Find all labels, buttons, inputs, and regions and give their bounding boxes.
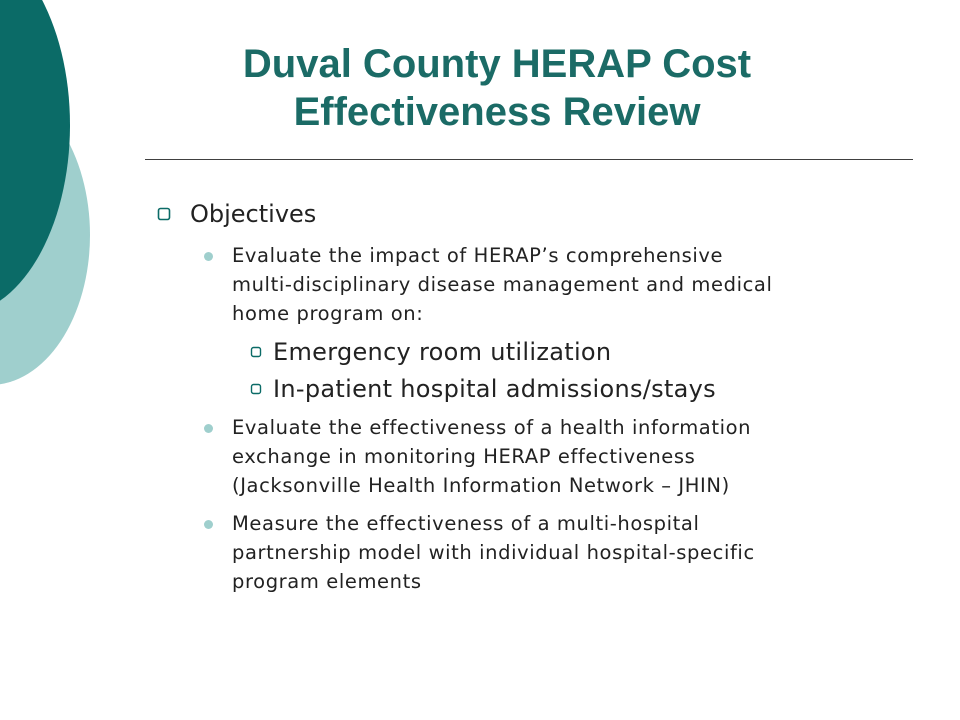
bullet-item-2-line-2: exchange in monitoring HERAP effectiveness bbox=[232, 445, 696, 468]
bullet-item-1-line-3: home program on: bbox=[232, 302, 424, 325]
slide-title-line-2: Effectiveness Review bbox=[293, 90, 701, 134]
filled-circle-icon bbox=[204, 424, 213, 433]
open-square-icon bbox=[250, 346, 262, 358]
filled-circle-icon bbox=[204, 252, 213, 261]
objectives-heading: Objectives bbox=[190, 200, 317, 228]
filled-circle-icon bbox=[204, 520, 213, 529]
slide-title-line-1: Duval County HERAP Cost bbox=[242, 42, 752, 86]
bullet-item-3-line-2: partnership model with individual hospital-specific bbox=[232, 541, 755, 564]
bullet-item-2 bbox=[232, 413, 912, 500]
bullet-item-1-line-1: Evaluate the impact of HERAP’s comprehensive bbox=[232, 244, 724, 267]
bullet-item-3-line-1: Measure the effectiveness of a multi-hospital bbox=[232, 512, 700, 535]
bullet-item-2-line-3: (Jacksonville Health Information Network – JHIN) bbox=[232, 474, 730, 497]
sub-item-inpatient-admissions: In-patient hospital admissions/stays bbox=[273, 375, 716, 403]
open-square-icon bbox=[157, 207, 171, 221]
bullet-item-1-line-2: multi-disciplinary disease management and medical bbox=[232, 273, 773, 296]
bullet-item-1 bbox=[232, 241, 912, 328]
sub-item-emergency-room: Emergency room utilization bbox=[273, 338, 612, 366]
bullet-item-3-line-3: program elements bbox=[232, 570, 422, 593]
open-square-icon bbox=[250, 383, 262, 395]
bullet-item-3 bbox=[232, 509, 912, 596]
bullet-item-2-line-1: Evaluate the effectiveness of a health information bbox=[232, 416, 752, 439]
